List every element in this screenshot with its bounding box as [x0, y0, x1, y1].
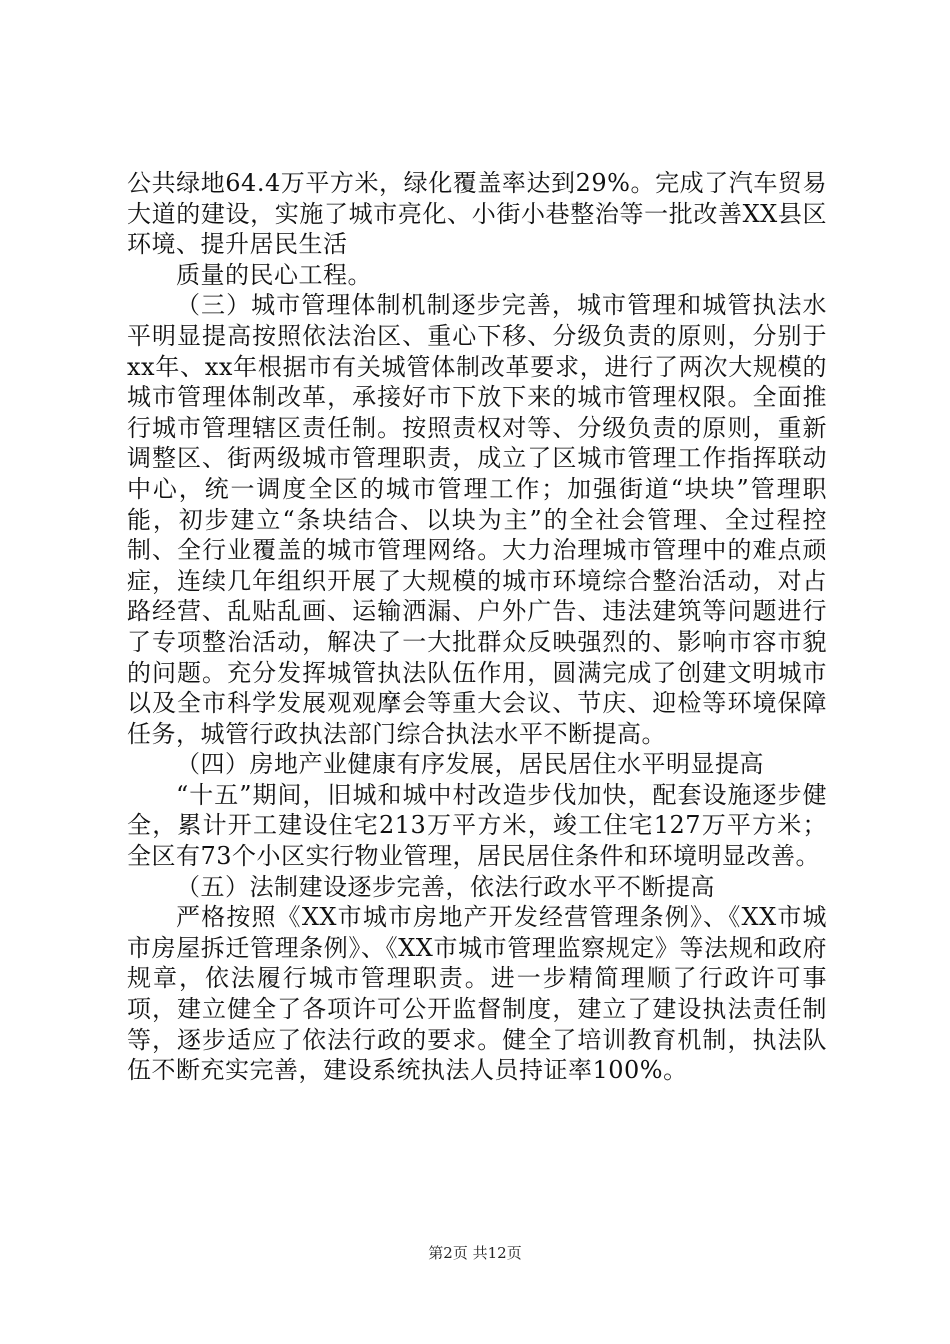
document-body: [127, 168, 827, 1086]
paragraph-real-estate: “十五”期间，旧城和城中村改造步伐加快，配套设施逐步健全，累计开工建设住宅213万平方米，竣工住宅127万平方米；全区有73个小区实行物业管理，居民居住条件和环境明显改善。: [127, 780, 827, 871]
heading-legal-system: （五）法制建设逐步完善，依法行政水平不断提高: [176, 872, 715, 901]
page-number-footer: 第2页 共12页: [428, 1244, 522, 1262]
heading-real-estate: （四）房地产业健康有序发展，居民居住水平明显提高: [176, 750, 764, 779]
paragraph-livelihood-project: 质量的民心工程。: [176, 260, 372, 289]
paragraph-urban-management: （三）城市管理体制机制逐步完善，城市管理和城管执法水平明显提高按照依法治区、重心下移、分级负责的原则，分别于xx年、xx年根据市有关城管体制改革要求，进行了两次大规模的城市管理体制改革，承接好市下放下来的城市管理权限。全面推行城市管理辖区责任制。按照责权对等、分级负责的原则，重新调整区、街两级城市管理职责，成立了区城市管理工作指挥联动中心，统一调度全区的城市管理工作；加强街道“块块”管理职能，初步建立“条块结合、以块为主”的全社会管理、全过程控制、全行业覆盖的城市管理网络。大力治理城市管理中的难点顽症，连续几年组织开展了大规模的城市环境综合整治活动，对占路经营、乱贴乱画、运输洒漏、户外广告、违法建筑等问题进行了专项整治活动，解决了一大批群众反映强烈的、影响市容市貌的问题。充分发挥城管执法队伍作用，圆满完成了创建文明城市以及全市科学发展观观摩会等重大会议、节庆、迎检等环境保障任务，城管行政执法部门综合执法水平不断提高。: [127, 291, 827, 748]
paragraph-legal-system: 严格按照《XX市城市房地产开发经营管理条例》、《XX市城市房屋拆迁管理条例》、《XX市城市管理监察规定》等法规和政府规章，依法履行城市管理职责。进一步精简理顺了行政许可事项，建立健全了各项许可公开监督制度，建立了建设执法责任制等，逐步适应了依法行政的要求。健全了培训教育机制，执法队伍不断充实完善，建设系统执法人员持证率100%。: [127, 903, 827, 1085]
paragraph-green-space: 公共绿地64.4万平方米，绿化覆盖率达到29%。完成了汽车贸易大道的建设，实施了城市亮化、小街小巷整治等一批改善XX县区环境、提升居民生活: [127, 169, 827, 259]
